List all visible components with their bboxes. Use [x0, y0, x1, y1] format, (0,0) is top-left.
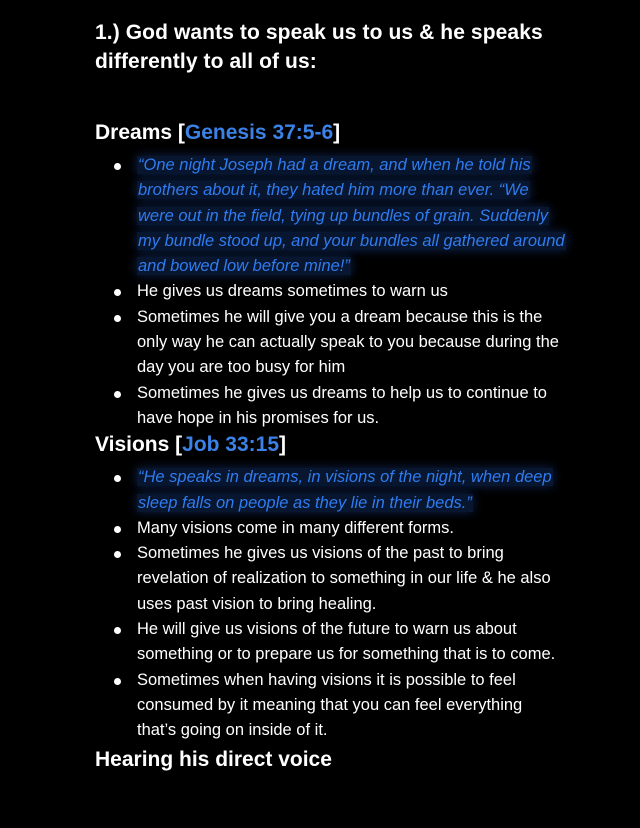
list-item-text: Sometimes when having visions it is possible to feel consumed by it meaning that you can feel everything that’s going on inside of it.	[137, 670, 523, 740]
list-item-text: Sometimes he will give you a dream because this is the only way he can actually speak to you because during the day you are too busy for him	[137, 307, 559, 377]
section-heading-direct-voice: Hearing his direct voice	[95, 747, 332, 771]
list-item	[95, 279, 565, 304]
bullet-dot-icon	[114, 391, 121, 398]
main-heading: 1.) God wants to speak us to us & he speaks differently to all of us:	[95, 21, 543, 73]
section-heading-dreams	[95, 119, 565, 147]
scripture-quote: “One night Joseph had a dream, and when he told his brothers about it, they hated him more than ever. “We were out in the field, tying up bundles of grain. Suddenly my bundle stood up, and your bundles all gathered around and bowed low before mine!”	[138, 156, 565, 276]
section-title-suffix: ]	[333, 121, 341, 144]
list-item-text: Sometimes he gives us visions of the past to bring revelation of realization to something in our life & he also uses past vision to bring healing.	[137, 544, 551, 613]
bullet-dot-icon	[114, 163, 121, 170]
list-item	[95, 305, 565, 381]
list-item-text: Many visions come in many different forms.	[137, 518, 454, 537]
list-item	[95, 381, 565, 432]
list-item	[95, 668, 565, 744]
bullet-dot-icon	[114, 289, 121, 296]
scripture-reference-link[interactable]: Job 33:15	[182, 433, 280, 457]
section-heading-visions	[95, 431, 565, 459]
scripture-reference-link[interactable]: Genesis 37:5-6	[184, 121, 334, 144]
bullet-list-visions	[95, 465, 565, 743]
list-item-quote	[95, 153, 565, 279]
bullet-dot-icon	[114, 551, 121, 558]
bullet-dot-icon	[114, 475, 121, 482]
list-item-text: He gives us dreams sometimes to warn us	[137, 282, 448, 301]
bullet-dot-icon	[114, 678, 121, 685]
scripture-quote: “He speaks in dreams, in visions of the night, when deep sleep falls on people as they lie in their beds.”	[138, 468, 552, 512]
section-title-suffix: ]	[279, 433, 287, 457]
notes-page	[95, 18, 565, 774]
bullet-dot-icon	[114, 526, 121, 533]
section-dreams	[95, 119, 565, 431]
bullet-dot-icon	[114, 315, 121, 322]
section-title-prefix: Dreams [	[95, 121, 185, 144]
bullet-list-dreams	[95, 153, 565, 431]
bullet-dot-icon	[114, 627, 121, 634]
section-visions	[95, 431, 565, 743]
list-item-text: He will give us visions of the future to warn us about something or to prepare us for something that is to come.	[137, 620, 556, 664]
list-item-text: Sometimes he gives us dreams to help us to continue to have hope in his promises for us.	[137, 383, 547, 427]
list-item-quote	[95, 465, 565, 516]
list-item	[95, 617, 565, 668]
list-item	[95, 516, 565, 541]
section-title-prefix: Visions [	[95, 433, 183, 457]
list-item	[95, 541, 565, 617]
